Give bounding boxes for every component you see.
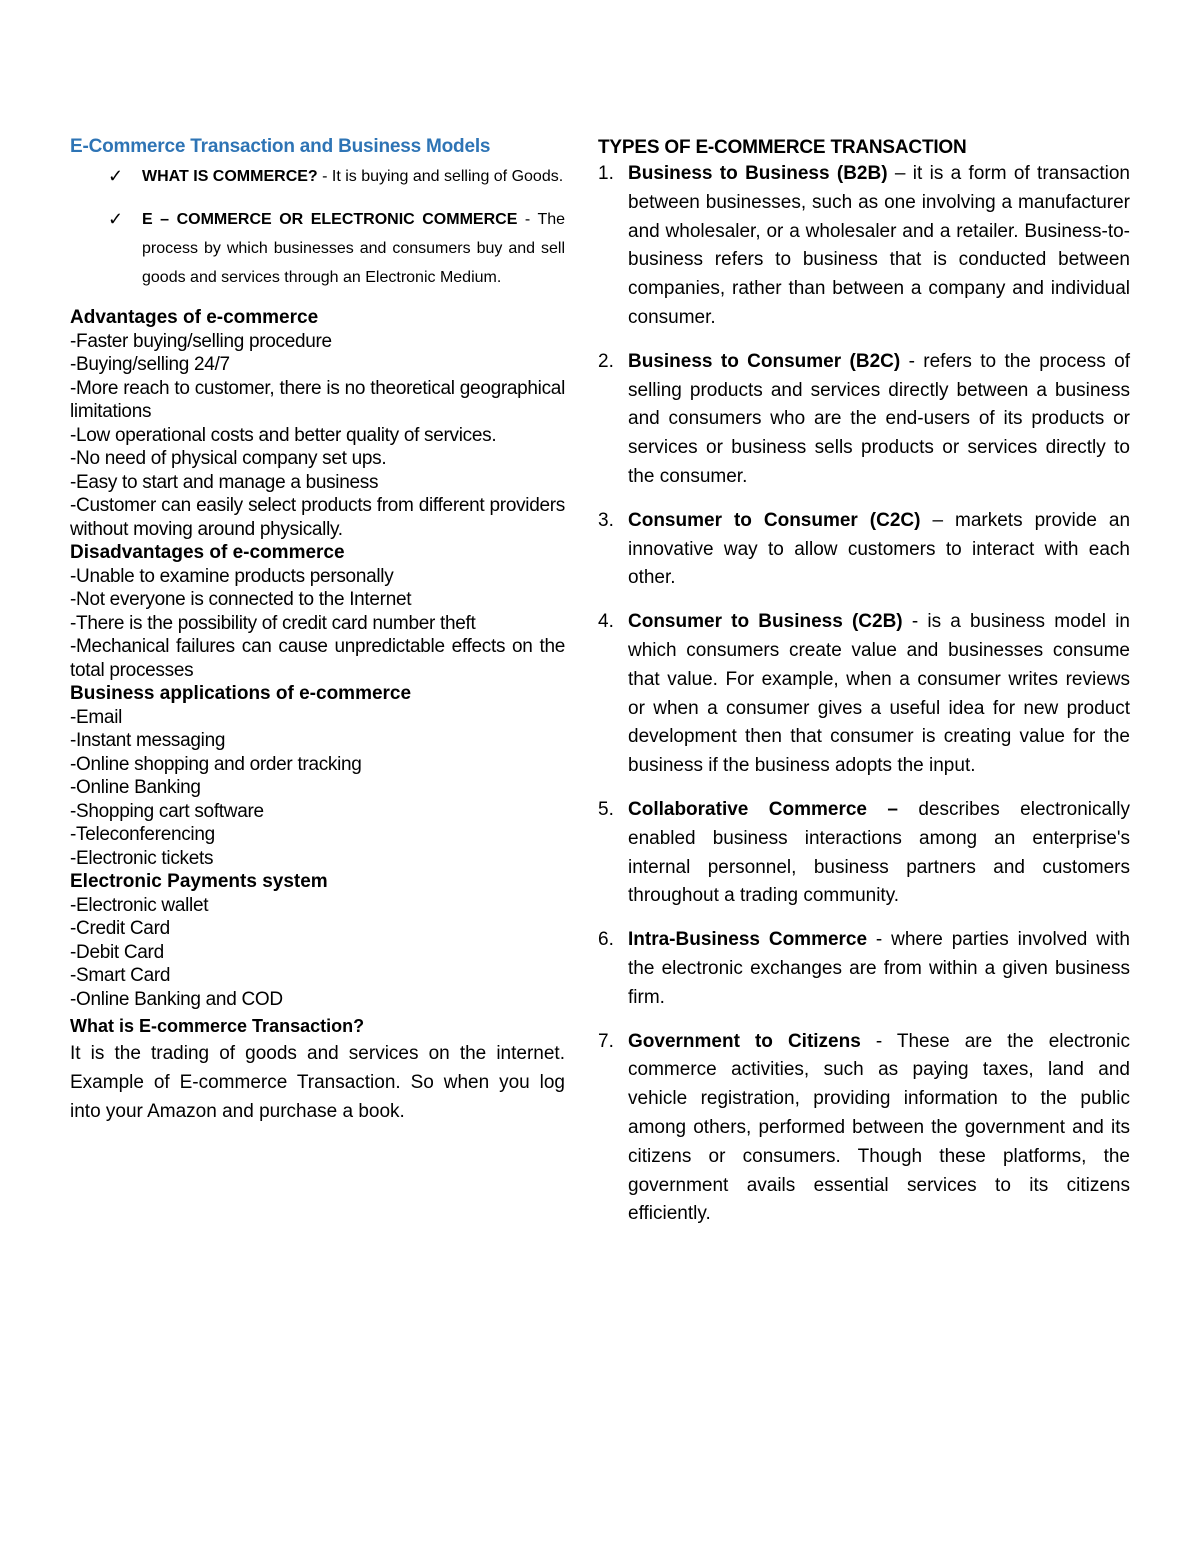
type-term: Government to Citizens bbox=[628, 1030, 861, 1052]
item-number: 2. bbox=[598, 350, 614, 372]
payments-list bbox=[70, 894, 565, 1012]
applications-list bbox=[70, 706, 565, 871]
transaction-body: It is the trading of goods and services on the internet. Example of E-commerce Transaction. So when you log into your Amazon and purchase a book. bbox=[70, 1043, 565, 1122]
item-number: 1. bbox=[598, 163, 614, 184]
check-item-ecommerce bbox=[70, 205, 565, 292]
types-list bbox=[598, 160, 1130, 1229]
list-item: -Easy to start and manage a business bbox=[70, 471, 379, 493]
list-item: -Not everyone is connected to the Internet bbox=[70, 589, 412, 610]
types-title: TYPES OF E-COMMERCE TRANSACTION bbox=[598, 137, 967, 158]
list-item: -Online Banking bbox=[70, 777, 201, 798]
list-item: -Debit Card bbox=[70, 941, 164, 963]
list-item: -There is the possibility of credit card number theft bbox=[70, 612, 476, 634]
advantages-heading: Advantages of e-commerce bbox=[70, 307, 319, 328]
type-description: describes electronically enabled business interactions among an enterprise's internal personnel, business partners and customers throughout a trading community. bbox=[628, 798, 1130, 907]
type-term: Intra-Business Commerce bbox=[628, 929, 868, 951]
list-item: -Electronic tickets bbox=[70, 847, 214, 869]
type-description: – it is a form of transaction between businesses, such as one involving a manufacturer and wholesaler, or a wholesaler and a retailer. Business-to-business refers to business that is conducted between companies, rather than between a company and individual consumer. bbox=[628, 163, 1130, 328]
check-item-lead: WHAT IS COMMERCE? bbox=[142, 168, 318, 185]
right-column bbox=[598, 136, 1130, 1244]
type-description: - where parties involved with the electronic exchanges are from within a given business firm. bbox=[628, 929, 1131, 1008]
type-item-b2b bbox=[598, 160, 1130, 333]
list-item: -Electronic wallet bbox=[70, 894, 209, 916]
list-item: -Shopping cart software bbox=[70, 800, 264, 822]
list-item: -More reach to customer, there is no theoretical geographical limitations bbox=[70, 377, 565, 422]
applications-heading: Business applications of e-commerce bbox=[70, 683, 412, 704]
type-item-intra-business bbox=[598, 926, 1130, 1012]
check-item-text: - It is buying and selling of Goods. bbox=[317, 168, 564, 185]
item-number: 4. bbox=[598, 611, 614, 633]
list-item: -Faster buying/selling procedure bbox=[70, 330, 332, 352]
checkmark-icon: ✓ bbox=[108, 166, 124, 186]
transaction-heading: What is E-commerce Transaction? bbox=[70, 1016, 365, 1036]
document-title: E-Commerce Transaction and Business Models bbox=[70, 136, 491, 157]
check-item-lead: E – COMMERCE OR ELECTRONIC COMMERCE bbox=[142, 211, 518, 228]
list-item: -Unable to examine products personally bbox=[70, 565, 394, 587]
check-item-text: - The process by which businesses and consumers buy and sell goods and services through an Electronic Medium. bbox=[142, 211, 566, 286]
payments-heading: Electronic Payments system bbox=[70, 871, 328, 892]
list-item: -No need of physical company set ups. bbox=[70, 448, 387, 469]
item-number: 3. bbox=[598, 509, 614, 531]
type-description: – markets provide an innovative way to allow customers to interact with each other. bbox=[628, 509, 1131, 589]
disadvantages-list bbox=[70, 565, 565, 683]
item-number: 5. bbox=[598, 798, 614, 820]
type-item-g2c bbox=[598, 1028, 1130, 1230]
type-term: Collaborative Commerce – bbox=[628, 798, 898, 820]
list-item: -Smart Card bbox=[70, 965, 171, 986]
checkmark-icon: ✓ bbox=[108, 209, 124, 229]
type-item-c2c bbox=[598, 507, 1130, 593]
type-term: Consumer to Business (C2B) bbox=[628, 611, 903, 633]
list-item: -Online Banking and COD bbox=[70, 988, 283, 1010]
list-item: -Buying/selling 24/7 bbox=[70, 354, 230, 375]
list-item: -Teleconferencing bbox=[70, 824, 215, 845]
list-item: -Email bbox=[70, 706, 123, 728]
type-description: - These are the electronic commerce activities, such as paying taxes, land and vehicle registration, providing information to the public among others, performed between the government and its citizens or consumers. Though these platforms, the government avails essential services to its citizens efficiently. bbox=[628, 1030, 1131, 1225]
type-term: Consumer to Consumer (C2C) bbox=[628, 509, 921, 531]
type-term: Business to Consumer (B2C) bbox=[628, 350, 901, 372]
item-number: 7. bbox=[598, 1030, 614, 1052]
disadvantages-heading: Disadvantages of e-commerce bbox=[70, 542, 345, 563]
list-item: -Mechanical failures can cause unpredictable effects on the total processes bbox=[70, 636, 565, 681]
list-item: -Low operational costs and better quality of services. bbox=[70, 424, 497, 446]
item-number: 6. bbox=[598, 929, 614, 951]
type-item-collaborative bbox=[598, 796, 1130, 911]
type-item-b2c bbox=[598, 348, 1130, 492]
list-item: -Customer can easily select products from different providers without moving around physically. bbox=[70, 495, 565, 540]
check-item-commerce bbox=[70, 162, 565, 191]
list-item: -Online shopping and order tracking bbox=[70, 753, 362, 775]
list-item: -Instant messaging bbox=[70, 730, 226, 751]
type-description: - refers to the process of selling products and services directly between a business and consumers who are the end-users of its products or services or business sells products or services directly to the consumer. bbox=[628, 350, 1131, 487]
type-item-c2b bbox=[598, 608, 1130, 781]
advantages-list bbox=[70, 330, 565, 542]
list-item: -Credit Card bbox=[70, 918, 170, 939]
left-column bbox=[70, 136, 565, 1126]
type-term: Business to Business (B2B) bbox=[628, 163, 888, 184]
type-description: - is a business model in which consumers create value and businesses consume that value. For example, when a consumer writes reviews or when a consumer gives a useful idea for new product development then that consumer is creating value for the business if the business adopts the input. bbox=[628, 611, 1130, 777]
